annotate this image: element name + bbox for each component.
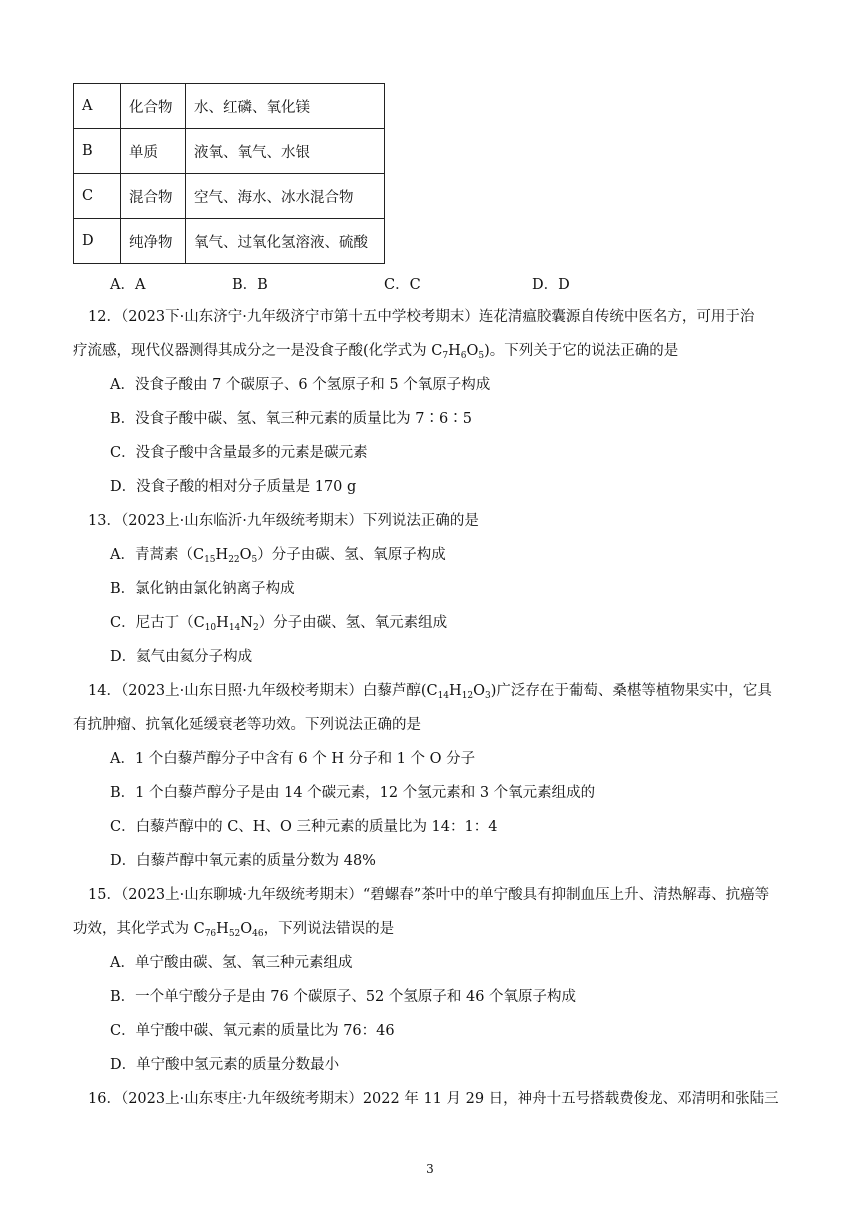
table-row (74, 84, 385, 129)
q14-option-d: D．白藜芦醇中氧元素的质量分数为 48% (110, 853, 376, 869)
table-row (74, 174, 385, 219)
q12-option-c: C．没食子酸中含量最多的元素是碳元素 (110, 445, 368, 461)
q11-option-b: B．B (232, 277, 268, 293)
row-letter: D (74, 219, 121, 264)
page-number: 3 (426, 1162, 434, 1176)
q15-option-c: C．单宁酸中碳、氧元素的质量比为 76：46 (110, 1023, 395, 1039)
q12-option-a: A．没食子酸由 7 个碳原子、6 个氢原子和 5 个氧原子构成 (110, 377, 491, 393)
q14-option-c: C．白藜芦醇中的 C、H、O 三种元素的质量比为 14：1：4 (110, 819, 498, 835)
row-items: 液氧、氧气、水银 (186, 129, 385, 174)
row-letter: C (74, 174, 121, 219)
q16-stem-line1: 16．（2023上·山东枣庄·九年级统考期末）2022 年 11 月 29 日，神舟十五号搭载费俊龙、邓清明和张陆三 (88, 1091, 779, 1107)
row-items: 水、红磷、氧化镁 (186, 84, 385, 129)
q15-option-d: D．单宁酸中氢元素的质量分数最小 (110, 1057, 340, 1073)
row-letter: B (74, 129, 121, 174)
q14-option-b: B．1 个白藜芦醇分子是由 14 个碳元素，12 个氢元素和 3 个氧元素组成的 (110, 785, 596, 801)
q14-option-a: A．1 个白藜芦醇分子中含有 6 个 H 分子和 1 个 O 分子 (110, 751, 476, 767)
q13-option-a: A．青蒿素$(C_{15}H_{22}O_5)$分子由碳、氢、氧原子构成 (110, 547, 446, 565)
table-row (74, 219, 385, 264)
q15-stem-line2: 功效，其化学式为 $C_{76}H_{52}O_{46}$，下列说法错误的是 (73, 921, 395, 939)
q14-stem-line1: 14．（2023上·山东日照·九年级校考期末）白藜芦醇$(C_{14}H_{12}O_3)$广泛存在于葡萄、桑椹等植物果实中，它具 (88, 683, 772, 701)
table-row (74, 129, 385, 174)
q13-option-c: C．尼古丁$(C_{10}H_{14}N_2)$分子由碳、氢、氧元素组成 (110, 615, 448, 633)
q12-option-b: B．没食子酸中碳、氢、氧三种元素的质量比为 7∶6∶5 (110, 411, 472, 427)
classification-table (73, 83, 385, 264)
row-items: 空气、海水、冰水混合物 (186, 174, 385, 219)
row-category: 混合物 (121, 174, 186, 219)
q13-option-d: D．氦气由氦分子构成 (110, 649, 253, 665)
row-category: 纯净物 (121, 219, 186, 264)
q13-option-b: B．氯化钠由氯化钠离子构成 (110, 581, 295, 597)
q14-stem-line2: 有抗肿瘤、抗氧化延缓衰老等功效。下列说法正确的是 (73, 717, 421, 733)
q13-stem: 13．（2023上·山东临沂·九年级统考期末）下列说法正确的是 (88, 513, 479, 529)
row-category: 单质 (121, 129, 186, 174)
row-category: 化合物 (121, 84, 186, 129)
q12-stem-line2: 疗流感，现代仪器测得其成分之一是没食子酸(化学式为 $C_7H_6O_5$)。下列关于它的说法正确的是 (73, 343, 679, 361)
q15-option-b: B．一个单宁酸分子是由 76 个碳原子、52 个氢原子和 46 个氧原子构成 (110, 989, 577, 1005)
q11-option-c: C．C (384, 277, 421, 293)
q15-stem-line1: 15．（2023上·山东聊城·九年级统考期末）“碧螺春”茶叶中的单宁酸具有抑制血压上升、清热解毒、抗癌等 (88, 887, 770, 903)
row-letter: A (74, 84, 121, 129)
row-items: 氧气、过氧化氢溶液、硫酸 (186, 219, 385, 264)
q12-option-d: D．没食子酸的相对分子质量是 170 g (110, 479, 357, 495)
q11-option-d: D．D (532, 277, 570, 293)
q15-option-a: A．单宁酸由碳、氢、氧三种元素组成 (110, 955, 353, 971)
q11-option-a: A．A (110, 277, 146, 293)
q12-stem-line1: 12．（2023下·山东济宁·九年级济宁市第十五中学校考期末）连花清瘟胶囊源自传统中医名方，可用于治 (88, 309, 755, 325)
